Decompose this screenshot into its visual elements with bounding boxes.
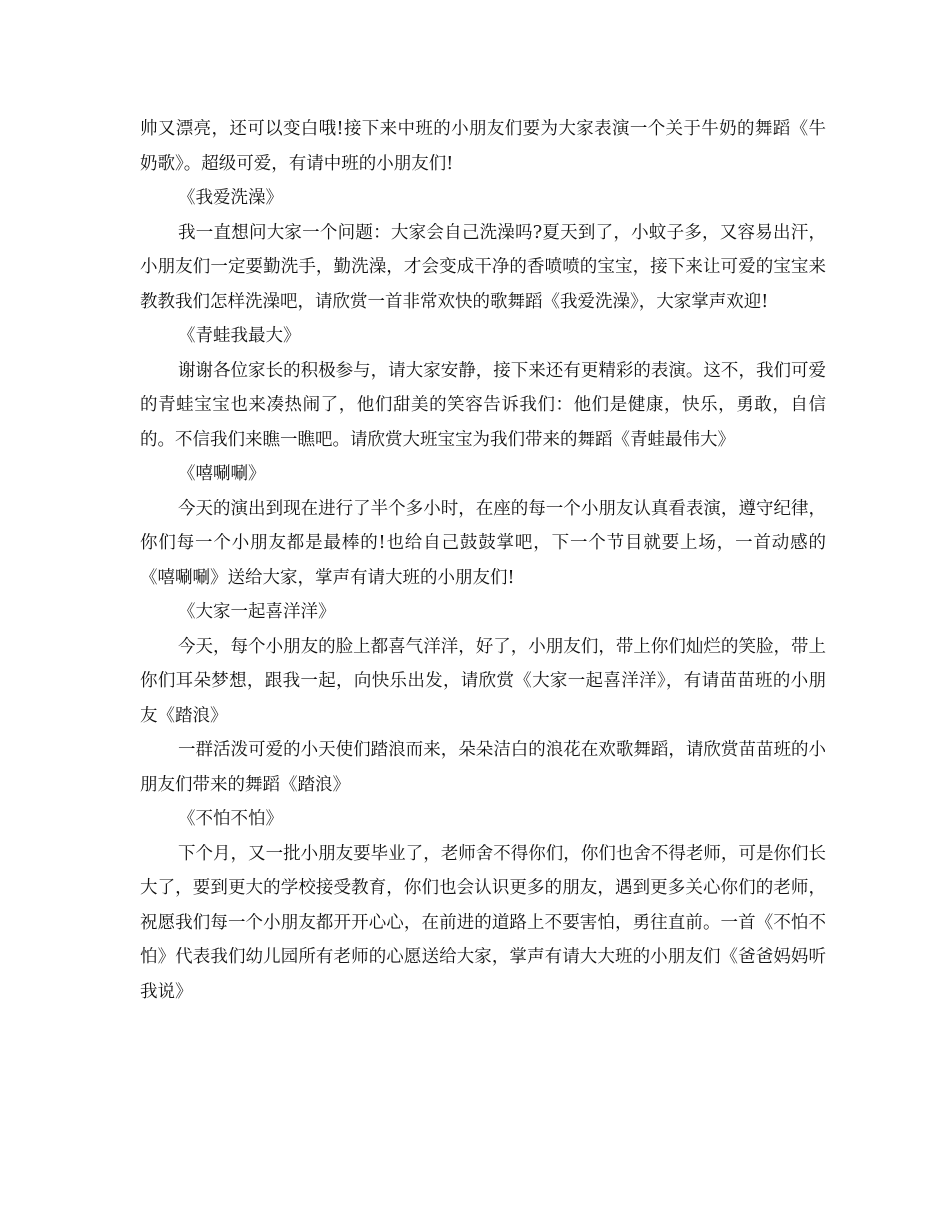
paragraph-continuation: 帅又漂亮，还可以变白哦!接下来中班的小朋友们要为大家表演一个关于牛奶的舞蹈《牛奶歌》。超级可爱，有请中班的小朋友们! [140, 119, 826, 174]
paragraph: 今天，每个小朋友的脸上都喜气洋洋，好了，小朋友们，带上你们灿烂的笑脸，带上你们耳朵梦想，跟我一起，向快乐出发，请欣赏《大家一起喜洋洋》，有请苗苗班的小朋友《踏浪》 [140, 636, 826, 726]
paragraph: 下个月，又一批小朋友要毕业了，老师舍不得你们，你们也舍不得老师，可是你们长大了，要到更大的学校接受教育，你们也会认识更多的朋友，遇到更多关心你们的老师，祝愿我们每一个小朋友都开开心心，在前进的道路上不要害怕，勇往直前。一首《不怕不怕》代表我们幼儿园所有老师的心愿送给大家，掌声有请大大班的小朋友们《爸爸妈妈听我说》 [140, 843, 826, 1002]
program-title-wo-ai-xi-zao: 《我爱洗澡》 [178, 188, 283, 208]
program-title-bu-pa-bu-pa: 《不怕不怕》 [178, 809, 283, 829]
paragraph: 今天的演出到现在进行了半个多小时，在座的每一个小朋友认真看表演，遵守纪律，你们每一个小朋友都是最棒的!也给自己鼓鼓掌吧，下一个节目就要上场，一首动感的《嘻唰唰》送给大家，掌声有请大班的小朋友们! [140, 498, 826, 588]
program-title-qing-wa-wo-zui-da: 《青蛙我最大》 [178, 326, 301, 346]
paragraph: 我一直想问大家一个问题：大家会自己洗澡吗?夏天到了，小蚊子多，又容易出汗，小朋友们一定要勤洗手，勤洗澡，才会变成干净的香喷喷的宝宝，接下来让可爱的宝宝来教教我们怎样洗澡吧，请欣赏一首非常欢快的歌舞蹈《我爱洗澡》，大家掌声欢迎! [140, 222, 826, 312]
document-page [140, 112, 826, 1009]
paragraph: 谢谢各位家长的积极参与，请大家安静，接下来还有更精彩的表演。这不，我们可爱的青蛙宝宝也来凑热闹了，他们甜美的笑容告诉我们：他们是健康，快乐，勇敢，自信的。不信我们来瞧一瞧吧。请欣赏大班宝宝为我们带来的舞蹈《青蛙最伟大》 [140, 360, 826, 450]
program-title-xi-shua-shua: 《嘻唰唰》 [178, 464, 266, 484]
paragraph: 一群活泼可爱的小天使们踏浪而来，朵朵洁白的浪花在欢歌舞蹈，请欣赏苗苗班的小朋友们带来的舞蹈《踏浪》 [140, 740, 826, 795]
program-title-da-jia-yi-qi-xi-yang-yang: 《大家一起喜洋洋》 [178, 602, 336, 622]
